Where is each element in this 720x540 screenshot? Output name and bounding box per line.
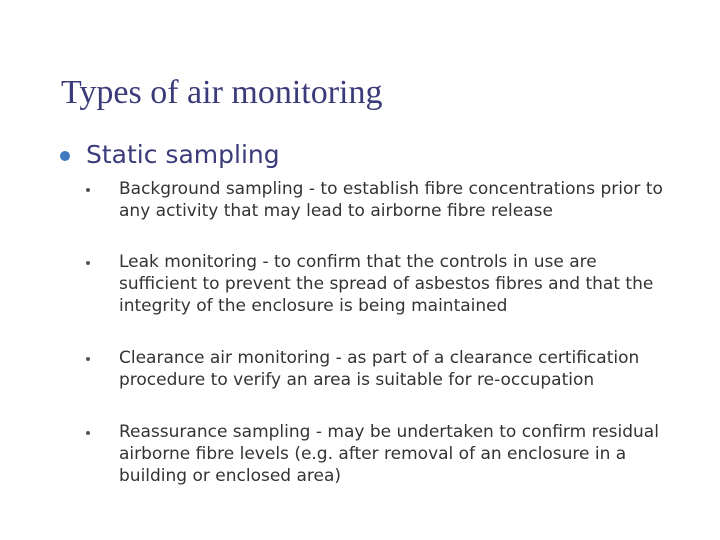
bullet-dot-icon bbox=[60, 151, 70, 161]
sub-bullet-dot-icon bbox=[86, 188, 90, 192]
sub-bullet-dot-icon bbox=[86, 431, 90, 435]
sub-bullet-dot-icon bbox=[86, 261, 90, 265]
sub-bullet-dot-icon bbox=[86, 357, 90, 361]
main-bullet-item bbox=[60, 140, 280, 169]
sub-bullet-text: Clearance air monitoring - as part of a clearance certification procedure to verify an area is suitable for re-occupation bbox=[119, 348, 640, 390]
sub-bullet-text: Background sampling - to establish fibre concentrations prior to any activity that may lead to airborne fibre release bbox=[119, 179, 663, 221]
sub-bullet-text: Leak monitoring - to confirm that the controls in use are sufficient to prevent the spread of asbestos fibres and that the integrity of the enclosure is being maintained bbox=[119, 252, 654, 316]
sub-bullet-text: Reassurance sampling - may be undertaken to confirm residual airborne fibre levels (e.g. after removal of an enclosure in a building or enclosed area) bbox=[119, 422, 659, 486]
slide-title: Types of air monitoring bbox=[61, 74, 383, 111]
main-bullet-text: Static sampling bbox=[86, 140, 280, 169]
